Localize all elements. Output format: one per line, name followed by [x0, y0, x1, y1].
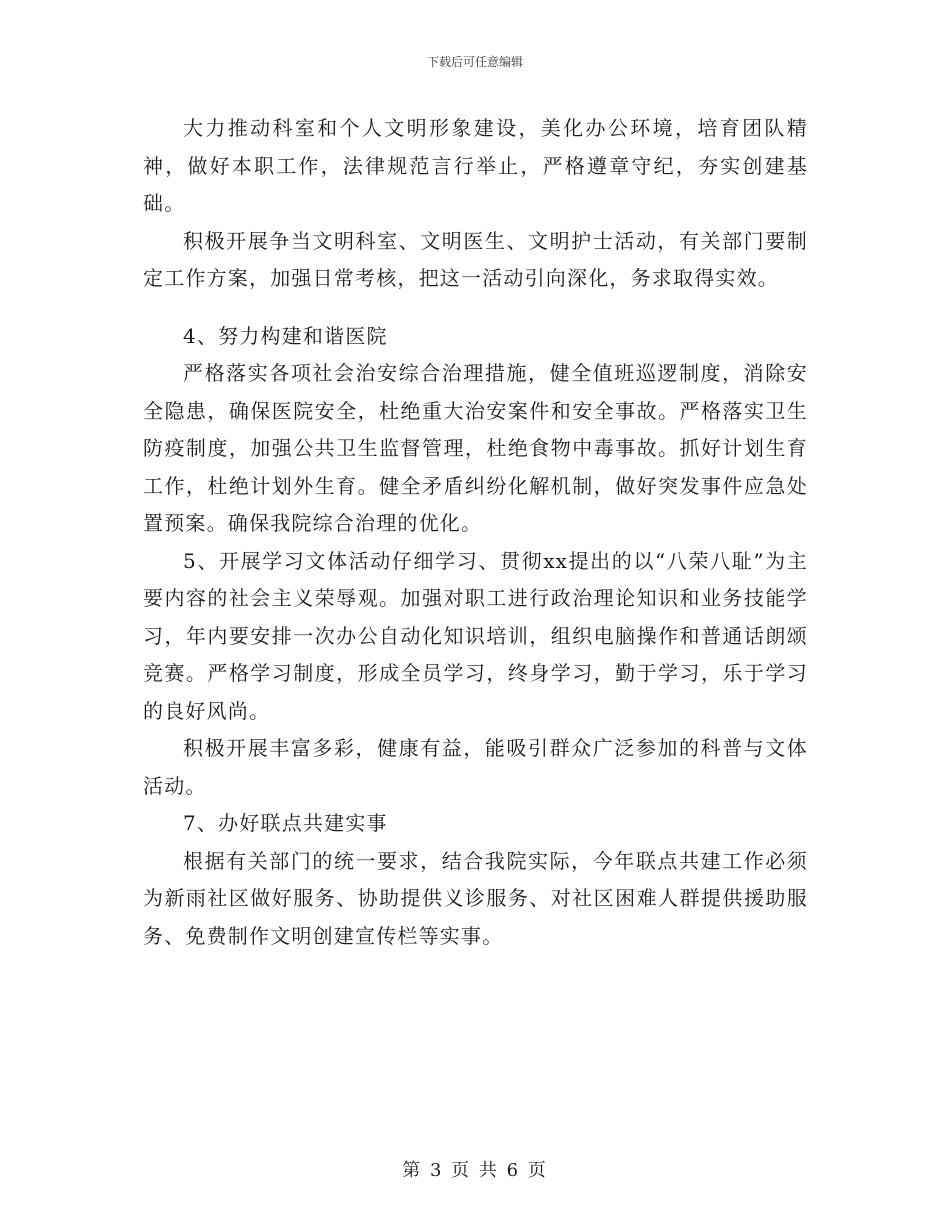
section-heading-7: 7、办好联点共建实事 [183, 811, 388, 835]
paragraph-cultural-activities: 积极开展丰富多彩，健康有益，能吸引群众广泛参加的科普与文体活动。 [143, 736, 808, 798]
paragraph-community-service: 根据有关部门的统一要求，结合我院实际，今年联点共建工作必须为新雨社区做好服务、协助提供义诊服务、对社区困难人群提供援助服务、免费制作文明创建宣传栏等实事。 [143, 848, 808, 948]
section-heading-5: 5、开展学习文体活动仔细学习、贯彻xx提出的以“八荣八耻”为主要内容的社会主义荣辱观。加强对职工进行政治理论知识和业务技能学习，年内要安排一次办公自动化知识培训，组织电脑操作和普通话朗颂竞赛。严格学习制度，形成全员学习，终身学习，勤于学习，乐于学习的良好风尚。 [143, 548, 808, 723]
document-body [143, 110, 808, 955]
paragraph-security-measures: 严格落实各项社会治安综合治理措施，健全值班巡逻制度，消除安全隐患，确保医院安全，杜绝重大治安案件和安全事故。严格落实卫生防疫制度，加强公共卫生监督管理，杜绝食物中毒事故。抓好计划生育工作，杜绝计划外生育。健全矛盾纠纷化解机制，做好突发事件应急处置预案。确保我院综合治理的优化。 [143, 361, 808, 535]
page-number-footer: 第 3 页 共 6 页 [402, 1160, 548, 1181]
section-heading-4: 4、努力构建和谐医院 [183, 323, 388, 348]
section-gap [143, 298, 808, 318]
paragraph-civility-activities: 积极开展争当文明科室、文明医生、文明护士活动，有关部门要制定工作方案，加强日常考核，把这一活动引向深化，务求取得实效。 [143, 228, 808, 290]
paragraph-civility-building: 大力推动科室和个人文明形象建设，美化办公环境，培育团队精神，做好本职工作，法律规范言行举止，严格遵章守纪，夯实创建基础。 [143, 116, 808, 215]
header-note: 下载后可任意编辑 [426, 55, 523, 69]
